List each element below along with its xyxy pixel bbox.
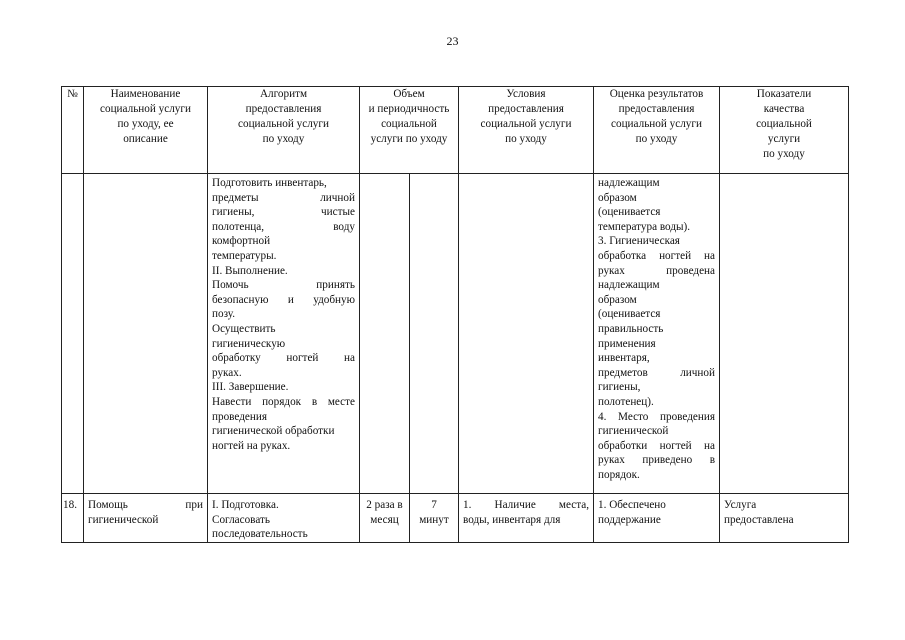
cell-num [62, 174, 84, 494]
cell-volume [360, 174, 410, 494]
cell-conditions: 1. Наличие места, воды, инвентаря для [459, 494, 594, 543]
header-volume: Объем и периодичность социальной услуги по уходу [360, 87, 459, 174]
cell-conditions [459, 174, 594, 494]
cell-name: Помощь при гигиенической [84, 494, 208, 543]
header-algorithm: Алгоритм предоставления социальной услуги по уходу [208, 87, 360, 174]
header-indicators: Показатели качества социальной услуги по уходу [720, 87, 849, 174]
cell-evaluation: надлежащим образом (оценивается температура воды). 3. Гигиеническая обработка ногтей на руках проведена надлежащим образом (оценивается правильность применения инвентаря, предметов личной гигиены, полотенец). 4. Место проведения гигиенической обработки ногтей на руках приведено в порядок. [594, 174, 720, 494]
cell-num: 18. [62, 494, 84, 543]
page-number: 23 [446, 34, 459, 48]
cell-algorithm: Подготовить инвентарь, предметы личной гигиены, чистые полотенца, воду комфортной температуры. II. Выполнение. Помочь принять безопасную и удобную позу. Осуществить гигиеническую обработку ногтей на руках. III. Завершение. Навести порядок в месте проведения гигиенической обработки ногтей на руках. [208, 174, 360, 494]
table-row-18 [62, 494, 849, 543]
table-row-continuation [62, 174, 849, 494]
cell-indicators [720, 174, 849, 494]
header-num: № [62, 87, 84, 174]
table-header-row [62, 87, 849, 174]
cell-algorithm: I. Подготовка. Согласовать последовательность [208, 494, 360, 543]
cell-indicators: Услуга предоставлена [720, 494, 849, 543]
services-table [61, 86, 849, 543]
header-name: Наименование социальной услуги по уходу, ее описание [84, 87, 208, 174]
cell-volume: 2 раза в месяц [360, 494, 410, 543]
header-evaluation: Оценка результатов предоставления социальной услуги по уходу [594, 87, 720, 174]
cell-duration [410, 174, 459, 494]
cell-name [84, 174, 208, 494]
cell-evaluation: 1. Обеспечено поддержание [594, 494, 720, 543]
cell-duration: 7 минут [410, 494, 459, 543]
header-conditions: Условия предоставления социальной услуги по уходу [459, 87, 594, 174]
